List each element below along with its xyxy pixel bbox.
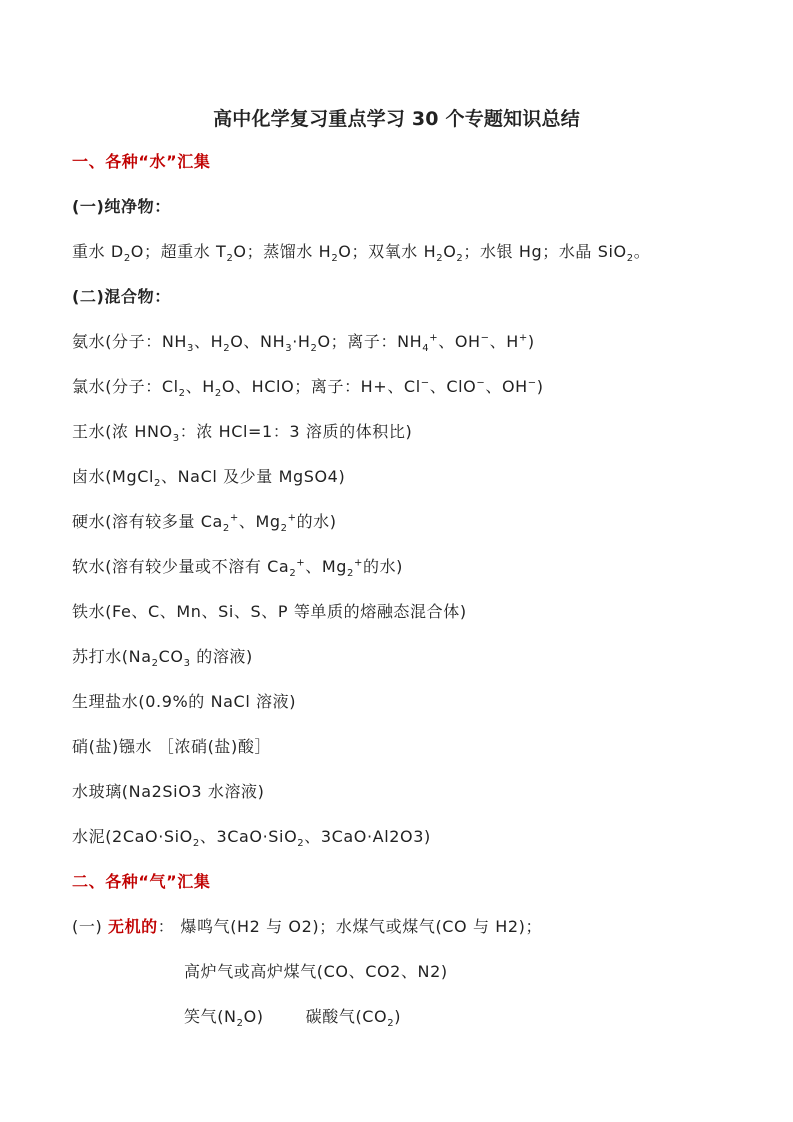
section1-heading: 一、各种“水”汇集: [72, 152, 211, 171]
pure-substance-line: 重水 $D_2O$；超重水 $T_2O$；蒸馏水 $H_2O$；双氧水 $H_2O_2$；水银 Hg；水晶 SiO$_2$。: [72, 242, 651, 265]
blast-furnace-gas-line: 高炉气或高炉煤气(CO、CO2、N2): [184, 962, 448, 981]
ammonia-water-line: 氨水(分子：$NH_3$、$H_2O$、$NH_3\cdot H_2O$；离子：$NH_4^+$、OH−、H+): [72, 332, 535, 355]
document-title: 高中化学复习重点学习 30 个专题知识总结: [213, 108, 580, 130]
iron-water-line: 铁水(Fe、C、Mn、Si、S、P 等单质的熔融态混合体): [72, 602, 467, 621]
saline-line: 生理盐水(0.9%的 NaCl 溶液): [72, 692, 297, 711]
inorganic-label: 无机的: [107, 917, 158, 936]
water-glass-line: 水玻璃(Na2SiO3 水溶液): [72, 782, 265, 801]
soft-water-line: 软水(溶有较少量或不溶有 $Ca_2^+$、$Mg_2^+$的水): [72, 557, 404, 580]
aqua-regia-line: 王水(浓 $HNO_3$：浓 HCl=1：3 溶质的体积比): [72, 422, 413, 445]
brine-line: 卤水(MgCl$_2$、NaCl 及少量 MgSO4): [72, 467, 346, 490]
nitrate-water-line: 硝(盐)镪水 ［浓硝(盐)酸］: [72, 737, 272, 756]
mixture-heading: (二)混合物：: [72, 287, 171, 306]
pure-substance-heading: (一)纯净物：: [72, 197, 171, 216]
laughing-gas-line: 笑气$(N_2O)$ 碳酸气$(CO_2)$: [184, 1007, 402, 1030]
soda-water-line: 苏打水($Na_2CO_3$ 的溶液): [72, 647, 253, 670]
chlorine-water-line: 氯水(分子：$Cl_2$、$H_2O$、HClO；离子：H+、Cl−、ClO−、OH−): [72, 377, 544, 400]
section2-heading: 二、各种“气”汇集: [72, 872, 211, 891]
hard-water-line: 硬水(溶有较多量 $Ca_2^+$、$Mg_2^+$的水): [72, 512, 337, 535]
cement-line: 水泥(2CaO·SiO$_2$、3CaO·SiO$_2$、3CaO·Al2O3): [72, 827, 431, 850]
inorganic-gas-line: (一) 无机的： 爆鸣气(H2 与 O2)；水煤气或煤气(CO 与 H2)；: [72, 917, 543, 936]
